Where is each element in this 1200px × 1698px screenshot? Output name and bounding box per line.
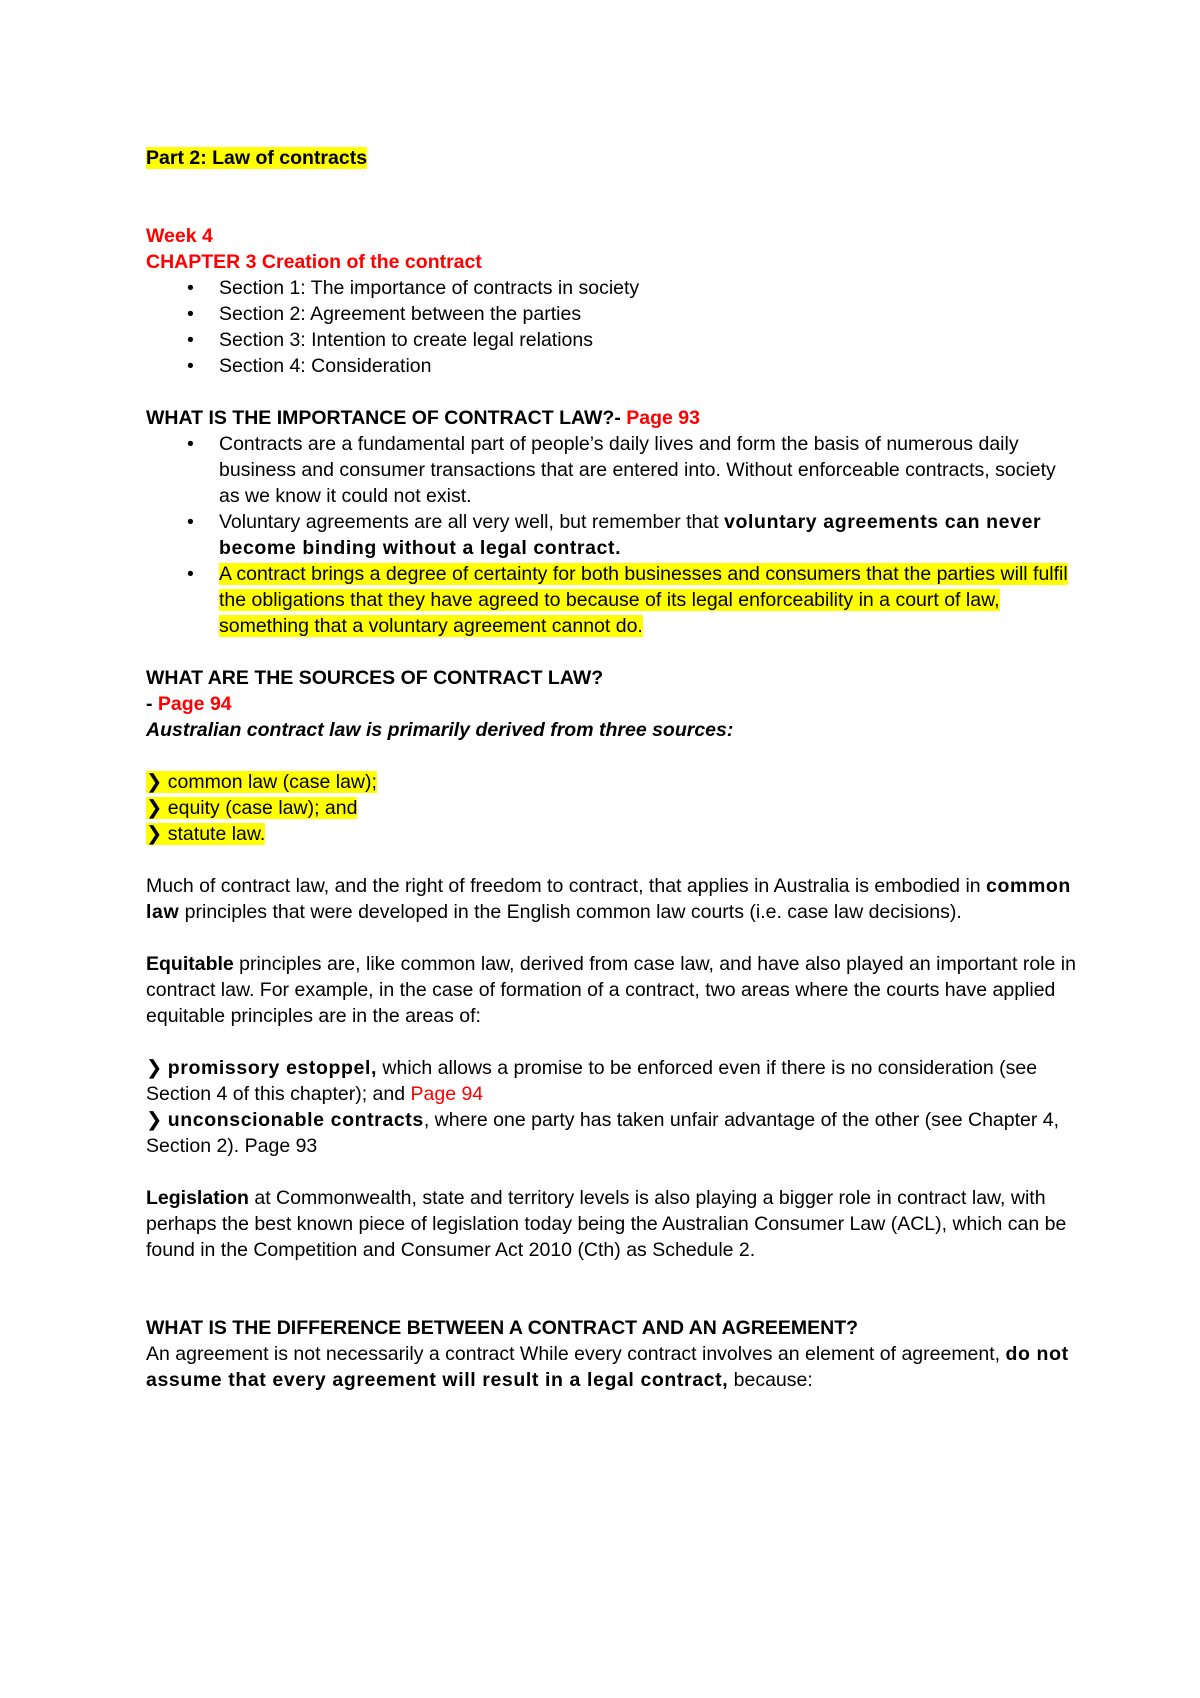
list-item: • Contracts are a fundamental part of people’s daily lives and form the basis of numerous daily business and consumer transactions that are entered into. Without enforceable contracts, society as we know it could not exist. xyxy=(187,433,1056,507)
unconscionable-item: ❯ unconscionable contracts, where one party has taken unfair advantage of the other (see Chapter 4, Section 2). Page 93 xyxy=(146,1109,1060,1157)
importance-list xyxy=(146,431,1076,639)
chevron-icon: ❯ xyxy=(146,771,163,793)
page-ref: Page 94 xyxy=(157,693,232,715)
part-title-text: Part 2: Law of contracts xyxy=(146,147,368,169)
sources-heading: WHAT ARE THE SOURCES OF CONTRACT LAW? xyxy=(146,667,604,689)
list-item: • Section 4: Consideration xyxy=(187,355,432,377)
list-item: • Section 2: Agreement between the parties xyxy=(187,303,582,325)
bullet-icon: • xyxy=(187,277,194,299)
bullet-icon: • xyxy=(187,433,194,455)
difference-paragraph: An agreement is not necessarily a contract While every contract involves an element of agreement, do not assume that every agreement will result in a legal contract, because: xyxy=(146,1343,1069,1391)
legislation-paragraph: Legislation at Commonwealth, state and territory levels is also playing a bigger role in contract law, with perhaps the best known piece of legislation today being the Australian Consumer Law (ACL), which can be found in the Competition and Consumer Act 2010 (Cth) as Schedule 2. xyxy=(146,1187,1067,1261)
chevron-icon: ❯ xyxy=(146,797,163,819)
chevron-icon: ❯ xyxy=(146,1109,163,1131)
bullet-icon: • xyxy=(187,355,194,377)
promissory-estoppel-item: ❯ promissory estoppel, which allows a promise to be enforced even if there is no consideration (see Section 4 of this chapter); and Page 94 xyxy=(146,1057,1038,1105)
list-item: • Section 3: Intention to create legal relations xyxy=(187,329,593,351)
difference-heading: WHAT IS THE DIFFERENCE BETWEEN A CONTRACT AND AN AGREEMENT? xyxy=(146,1317,859,1339)
bullet-icon: • xyxy=(187,511,194,533)
chevron-icon: ❯ xyxy=(146,823,163,845)
common-law-paragraph: Much of contract law, and the right of freedom to contract, that applies in Australia is embodied in common law principles that were developed in the English common law courts (i.e. case law decisions). xyxy=(146,875,1071,923)
chevron-icon: ❯ xyxy=(146,1057,163,1079)
source-item: ❯ common law (case law); xyxy=(146,771,377,793)
list-item: • Section 1: The importance of contracts in society xyxy=(187,277,640,299)
source-item: ❯ statute law. xyxy=(146,823,266,845)
chapter-title: CHAPTER 3 Creation of the contract xyxy=(146,251,482,273)
page-ref: Page 94 xyxy=(410,1083,484,1105)
document-page xyxy=(146,145,1076,1393)
week-label: Week 4 xyxy=(146,225,213,247)
part-title xyxy=(146,145,1076,171)
sources-page-line: - Page 94 xyxy=(146,693,232,715)
list-item: • A contract brings a degree of certainty for both businesses and consumers that the parties will fulfil the obligations that they have agreed to because of its legal enforceability in a court of law, something that a voluntary agreement cannot do. xyxy=(187,563,1068,637)
source-item: ❯ equity (case law); and xyxy=(146,797,358,819)
list-item: • Voluntary agreements are all very well, but remember that voluntary agreements can never become binding without a legal contract. xyxy=(187,511,1042,559)
page-ref: Page 93 xyxy=(626,407,700,429)
importance-heading: WHAT IS THE IMPORTANCE OF CONTRACT LAW?- Page 93 xyxy=(146,407,700,429)
bullet-icon: • xyxy=(187,329,194,351)
equitable-paragraph: Equitable principles are, like common law, derived from case law, and have also played an important role in contract law. For example, in the case of formation of a contract, two areas where the courts have applied equitable principles are in the areas of: xyxy=(146,953,1076,1027)
bullet-icon: • xyxy=(187,303,194,325)
bullet-icon: • xyxy=(187,563,194,585)
sections-list xyxy=(146,275,1076,379)
sources-intro: Australian contract law is primarily derived from three sources: xyxy=(146,719,734,741)
